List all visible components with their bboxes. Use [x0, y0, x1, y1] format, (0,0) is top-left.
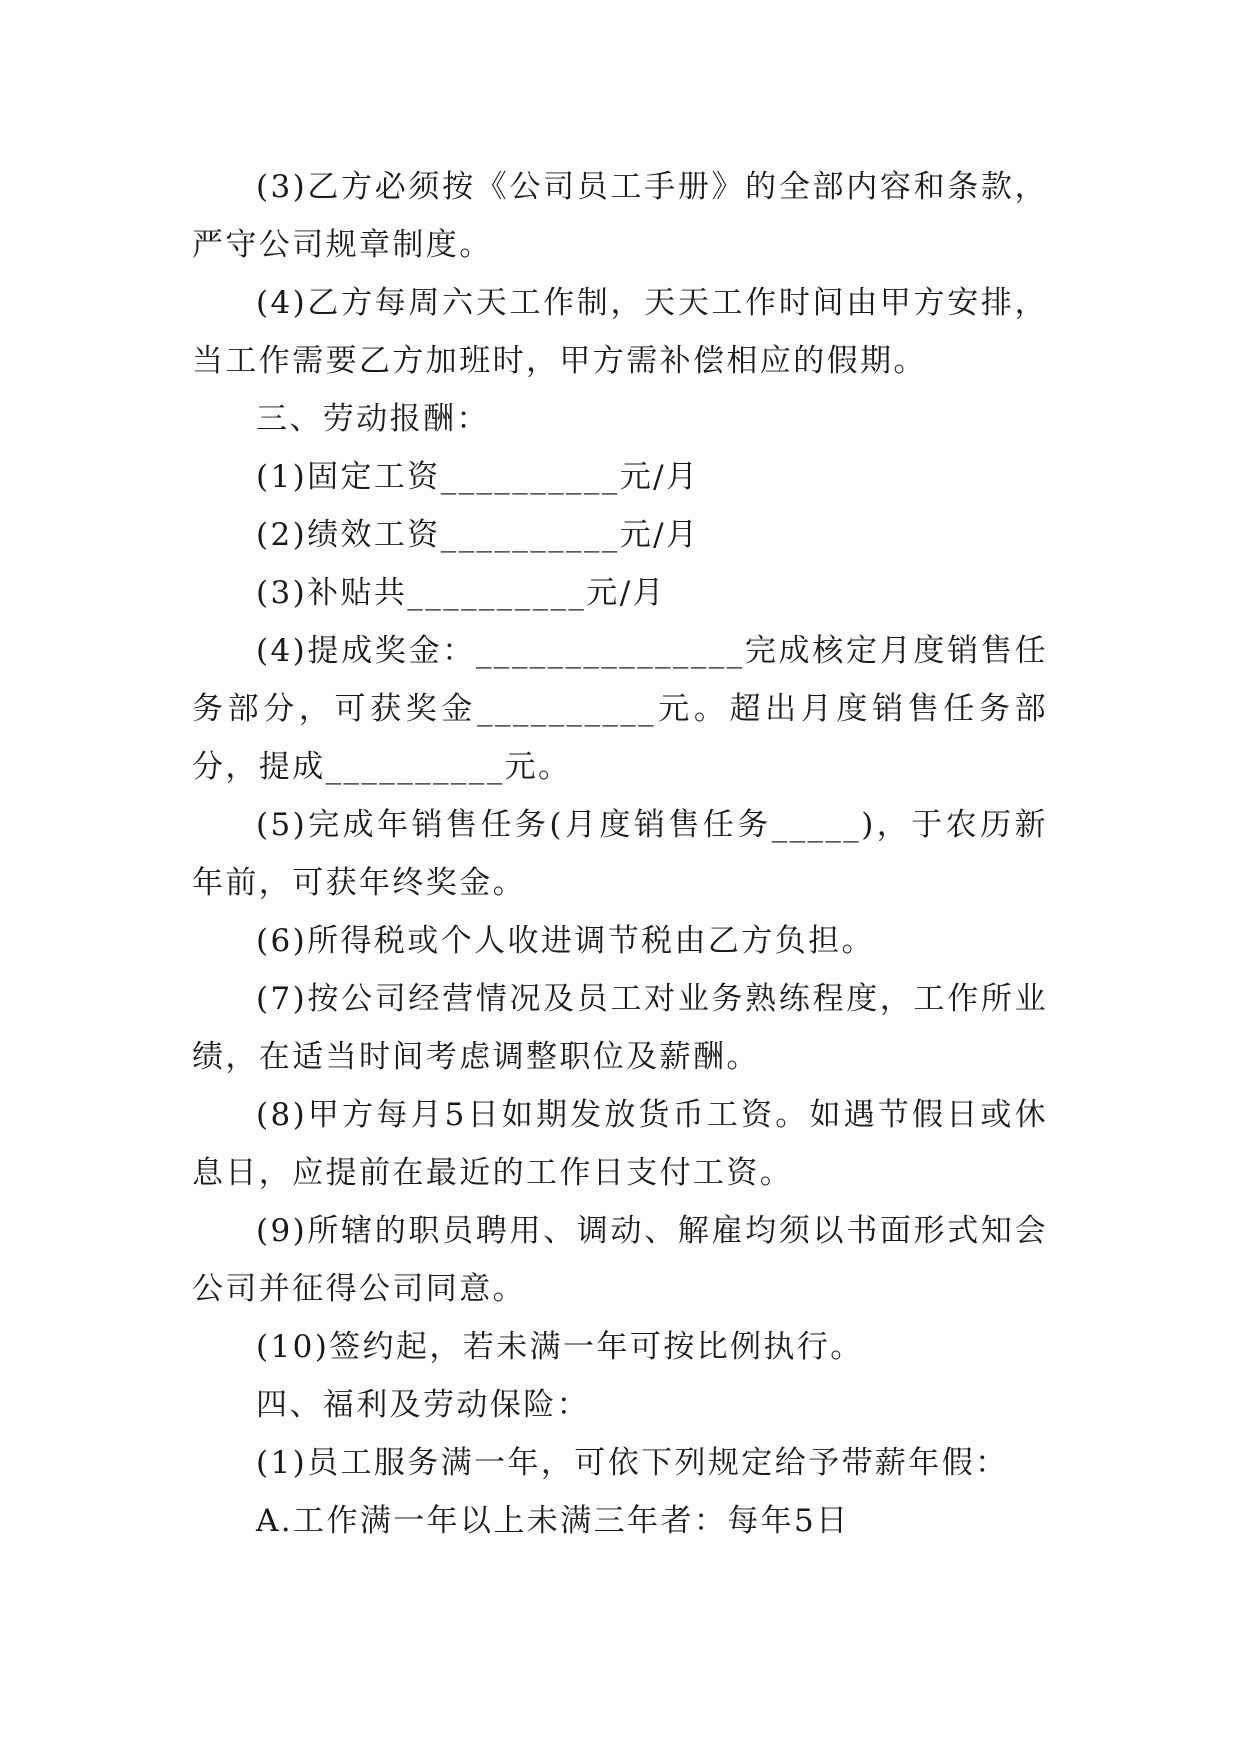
- item-fixed-salary: (1)固定工资__________元/月: [256, 459, 700, 495]
- item-income-tax: (6)所得税或个人收进调节税由乙方负担。: [256, 923, 875, 959]
- section-heading-welfare: 四、福利及劳动保险：: [256, 1387, 590, 1423]
- document-page: [192, 158, 1048, 1550]
- item-salary-adjustment: (7)按公司经营情况及员工对业务熟练程度，工作所业绩，在适当时间考虑调整职位及薪酬。: [192, 981, 1048, 1075]
- item-performance-salary: (2)绩效工资__________元/月: [256, 517, 700, 553]
- clause-4-working-schedule: (4)乙方每周六天工作制，天天工作时间由甲方安排，当工作需要乙方加班时，甲方需补偿相应的假期。: [192, 285, 1048, 379]
- item-leave-tier-a: A.工作满一年以上未满三年者：每年5日: [256, 1503, 850, 1539]
- item-paid-leave: (1)员工服务满一年，可依下列规定给予带薪年假：: [256, 1445, 1009, 1481]
- item-payday: (8)甲方每月5日如期发放货币工资。如遇节假日或休息日，应提前在最近的工作日支付工资。: [192, 1097, 1048, 1191]
- clause-3-employee-handbook: (3)乙方必须按《公司员工手册》的全部内容和条款，严守公司规章制度。: [192, 169, 1048, 263]
- item-allowance: (3)补贴共__________元/月: [256, 575, 666, 611]
- item-proration: (10)签约起，若未满一年可按比例执行。: [256, 1329, 864, 1365]
- item-staff-management: (9)所辖的职员聘用、调动、解雇均须以书面形式知会公司并征得公司同意。: [192, 1213, 1048, 1307]
- item-commission-bonus: (4)提成奖金：_______________完成核定月度销售任务部分，可获奖金__________元。超出月度销售任务部分，提成__________元。: [192, 633, 1048, 785]
- section-heading-remuneration: 三、劳动报酬：: [256, 401, 490, 437]
- item-annual-bonus: (5)完成年销售任务(月度销售任务_____)，于农历新年前，可获年终奖金。: [192, 807, 1048, 901]
